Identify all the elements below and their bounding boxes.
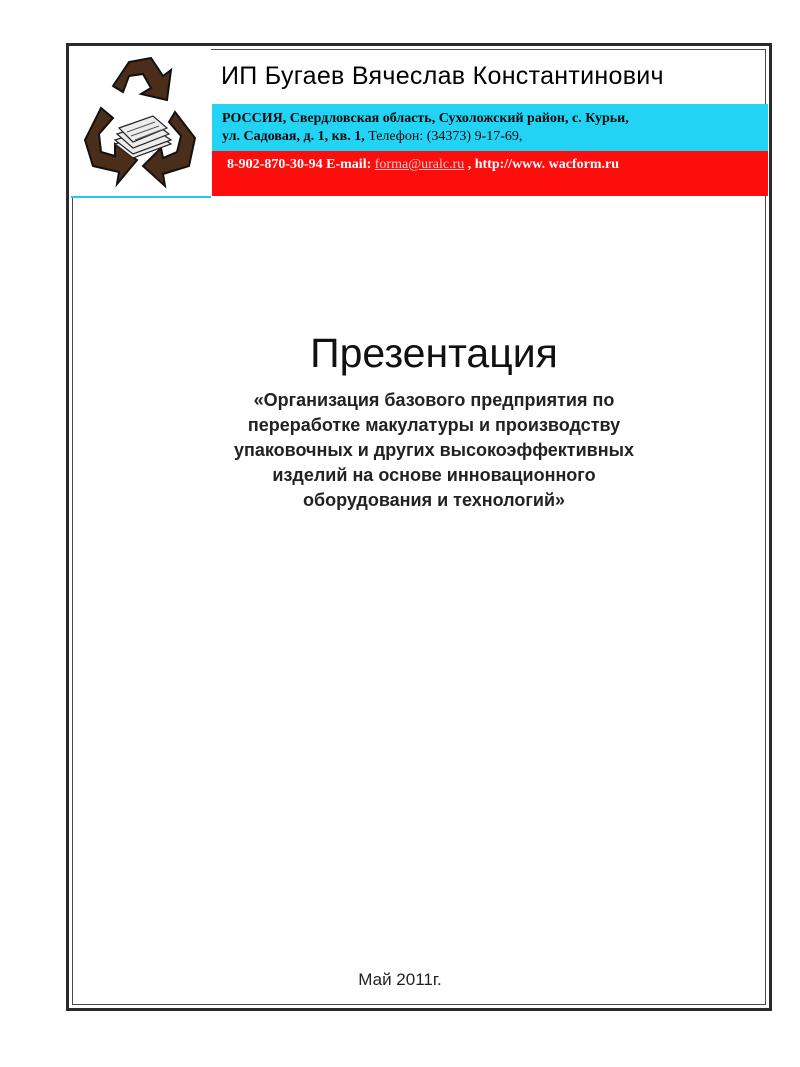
recycle-paper-icon (71, 48, 211, 194)
date: Май 2011г. (358, 970, 442, 989)
logo (71, 48, 211, 198)
company-name: ИП Бугаев Вячеслав Константинович (221, 62, 664, 90)
presentation-subtitle (180, 388, 688, 513)
address-line-2 (222, 129, 522, 145)
subtitle-line: упаковочных и других высокоэффективных (234, 440, 634, 460)
page-title: Презентация (310, 330, 558, 376)
mobile-phone: 8-902-870-30-94 E-mail: (227, 157, 375, 172)
phone-number: Телефон: (34373) 9-17-69, (364, 129, 523, 144)
email-link[interactable]: forma@uralc.ru (374, 157, 465, 172)
subtitle-line: «Организация базового предприятия по (253, 390, 615, 410)
subtitle-line: переработке макулатуры и производству (247, 415, 621, 435)
subtitle-line: оборудования и технологий» (302, 490, 566, 510)
subtitle-line: изделий на основе инновационного (272, 465, 596, 485)
website-text: , http://www. wacform.ru (464, 157, 619, 172)
contact-line (227, 157, 619, 173)
address-line-1: РОССИЯ, Свердловская область, Сухоложский район, с. Курьи, (222, 111, 629, 126)
street-address: ул. Садовая, д. 1, кв. 1, (222, 129, 365, 144)
